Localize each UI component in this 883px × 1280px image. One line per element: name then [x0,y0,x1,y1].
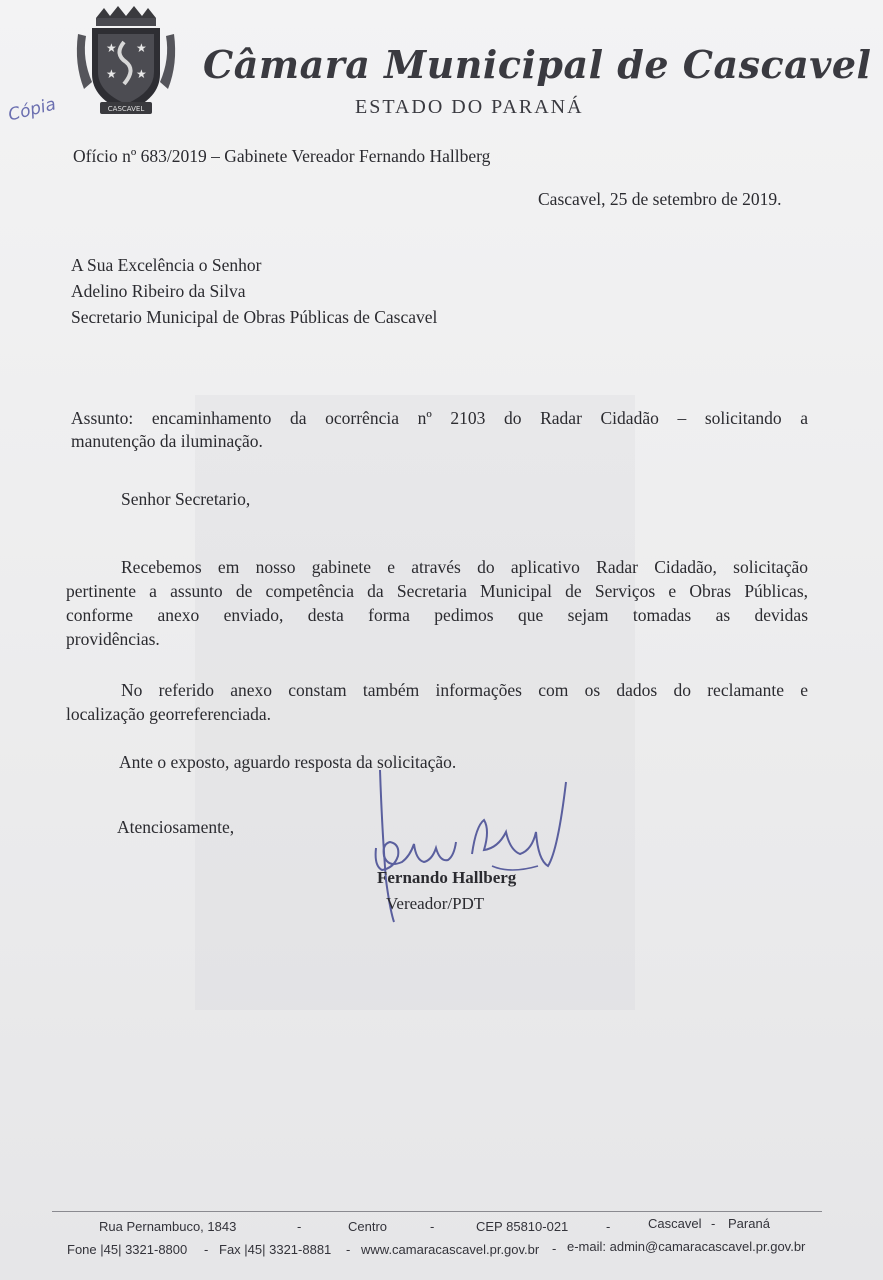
paragraph-line: providências. [66,629,160,649]
footer-phone: Fone |45| 3321-8800 [67,1242,188,1257]
crest-label: CASCAVEL [107,105,145,113]
svg-text:★: ★ [106,67,117,81]
paragraph-line: Recebemos em nosso gabinete e através do aplicativo Radar Cidadão, solicitação [121,557,808,577]
footer-separator: - [606,1219,611,1234]
footer-separator: - [346,1242,351,1257]
paragraph-line: conforme anexo enviado, desta forma pedimos que sejam tomadas as devidas [66,605,808,625]
recipient-line: A Sua Excelência o Senhor [71,255,262,275]
paragraph-line: pertinente a assunto de competência da Secretaria Municipal de Serviços e Obras Públicas, [66,581,808,601]
letterhead-state: ESTADO DO PARANÁ [355,96,584,118]
subject-line: Assunto: encaminhamento da ocorrência nº 2103 do Radar Cidadão – solicitando a [71,408,808,428]
footer-city: Cascavel [648,1216,702,1231]
footer-separator: - [552,1241,557,1256]
svg-text:★: ★ [136,41,147,55]
footer-district: Centro [348,1219,388,1234]
signer-role: Vereador/PDT [386,894,485,913]
letter-date: Cascavel, 25 de setembro de 2019. [538,189,782,209]
closing-paragraph: Ante o exposto, aguardo resposta da solicitação. [119,752,457,772]
paragraph-line: localização georreferenciada. [66,704,271,724]
footer-state: Paraná [728,1216,770,1231]
paragraph-line: No referido anexo constam também informações com os dados do reclamante e [121,680,808,700]
footer-divider [52,1211,822,1212]
footer-separator: - [204,1242,209,1257]
footer-separator: - [430,1219,435,1234]
footer-website[interactable]: www.camaracascavel.pr.gov.br [361,1242,540,1257]
footer-cep: CEP 85810-021 [476,1219,569,1234]
recipient-line: Secretario Municipal de Obras Públicas de Cascavel [71,307,438,327]
salutation: Senhor Secretario, [121,489,251,509]
svg-text:★: ★ [136,67,147,81]
footer-fax: Fax |45| 3321-8881 [219,1242,332,1257]
letterhead-title: Câmara Municipal de Cascavel [203,42,872,87]
svg-text:★: ★ [106,41,117,55]
footer-separator: - [297,1219,302,1234]
footer-street: Rua Pernambuco, 1843 [99,1219,237,1234]
recipient-line: Adelino Ribeiro da Silva [71,281,246,301]
coat-of-arms-icon [74,4,178,122]
signer-name: Fernando Hallberg [377,868,517,887]
handwritten-annotation: Cópia [6,94,58,126]
footer-separator: - [711,1216,716,1231]
footer-email[interactable]: e-mail: admin@camaracascavel.pr.gov.br [567,1239,806,1254]
subject-line: manutenção da iluminação. [71,431,263,451]
office-reference: Ofício nº 683/2019 – Gabinete Vereador Fernando Hallberg [73,146,491,166]
closing-salutation: Atenciosamente, [117,817,235,837]
